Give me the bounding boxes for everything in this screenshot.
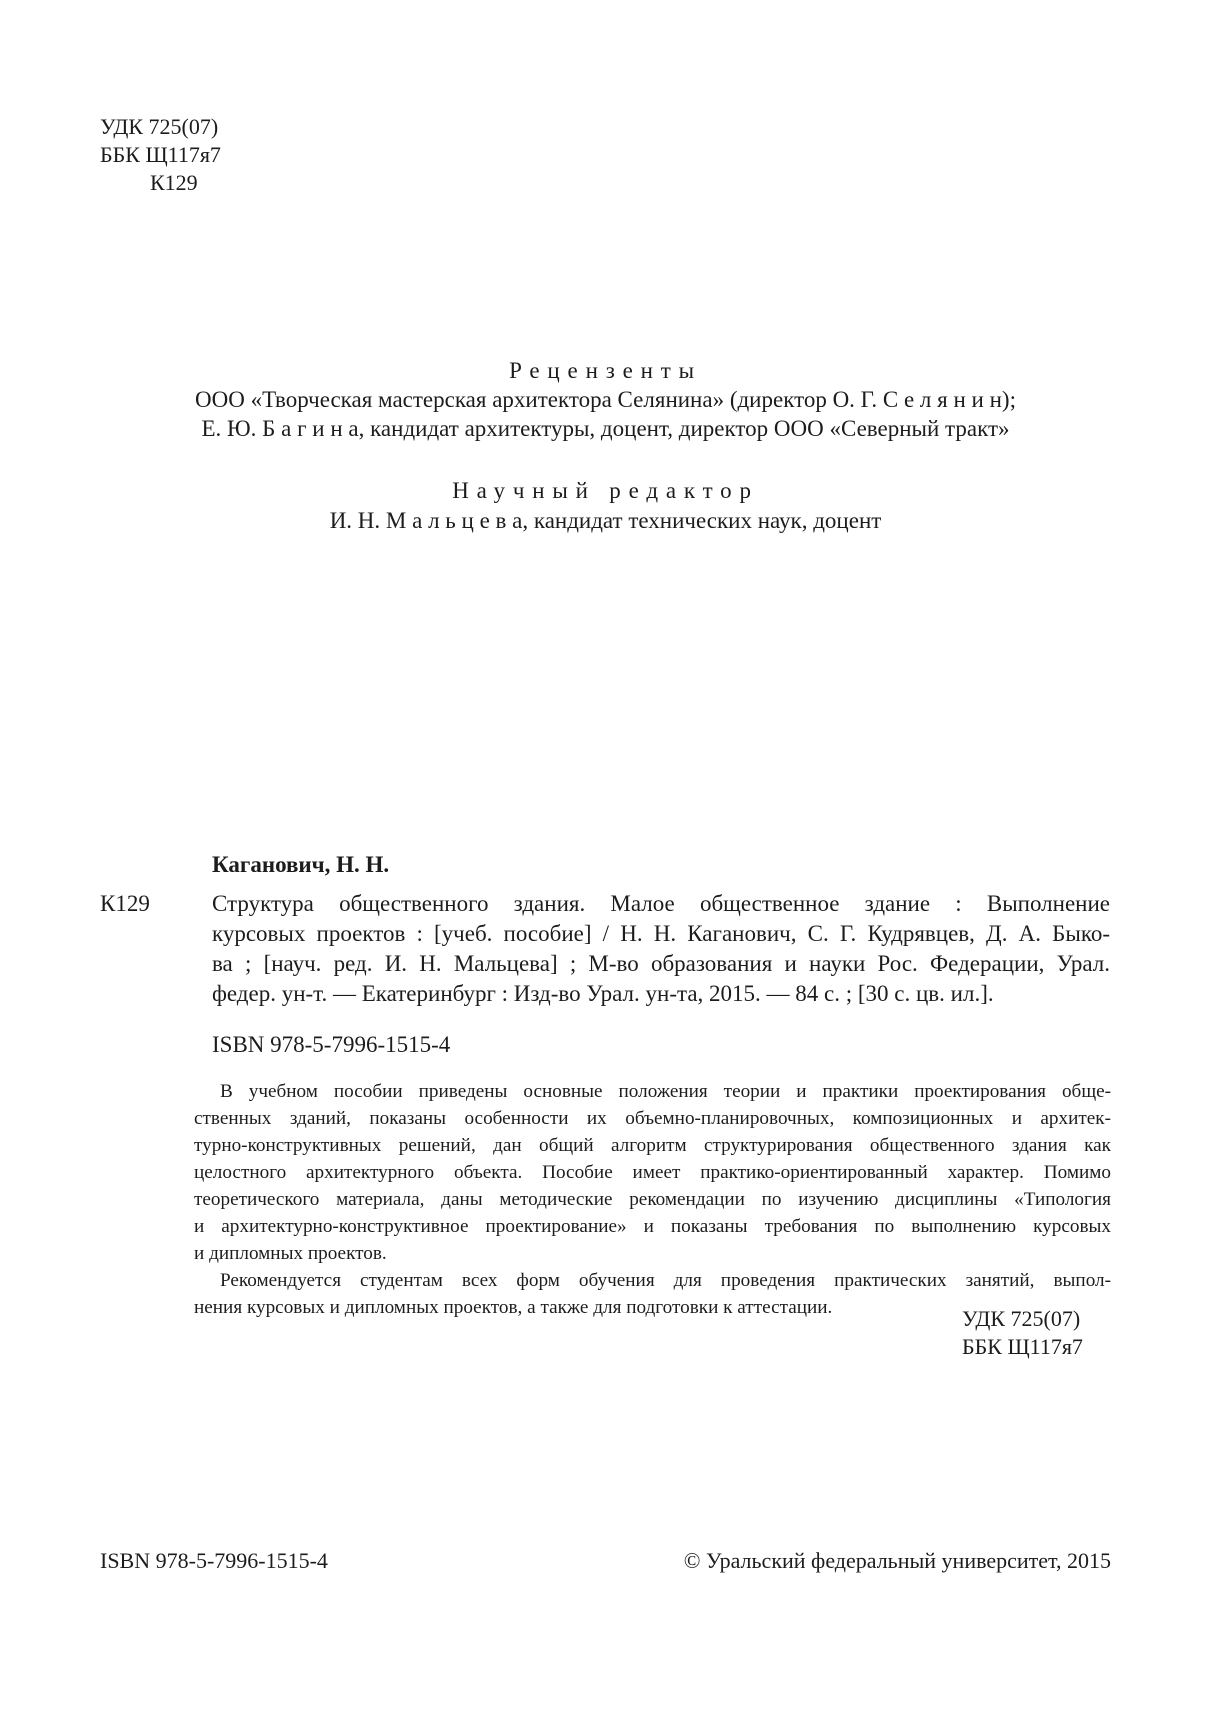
annotation-line: и архитектурно-конструктивное проектирование» и показаны требования по выполнению курсовых bbox=[194, 1216, 1111, 1237]
editor-line bbox=[0, 506, 1211, 536]
catalog-line: курсовых проектов : [учеб. пособие] / Н. Н. Каганович, С. Г. Кудрявцев, Д. А. Быко- bbox=[212, 921, 1110, 946]
catalog-line: федер. ун-т. — Екатеринбург : Изд-во Урал. ун-та, 2015. — 84 с. ; [30 с. цв. ил.]. bbox=[212, 981, 994, 1006]
annotation-line: теоретического материала, даны методические рекомендации по изучению дисциплины «Типология bbox=[194, 1189, 1111, 1210]
annotation-udk: УДК 725(07) bbox=[962, 1306, 1081, 1331]
annotation-line: нения курсовых и дипломных проектов, а также для подготовки к аттестации. bbox=[194, 1297, 833, 1318]
editor-heading: Научный редактор bbox=[452, 478, 759, 503]
catalog-sign: К129 bbox=[100, 891, 150, 916]
catalog-description bbox=[212, 889, 1110, 1009]
udk-code: УДК 725(07) bbox=[100, 114, 219, 139]
top-classification-codes bbox=[100, 113, 221, 197]
reviewers-line-2 bbox=[0, 414, 1211, 444]
footer-isbn: ISBN 978-5-7996-1515-4 bbox=[100, 1548, 328, 1573]
reviewer-details: , кандидат архитектуры, доцент, директор ООО «Северный тракт» bbox=[358, 416, 1010, 441]
reviewer-name: Е. Ю. Б а г и н а bbox=[201, 416, 359, 441]
annotation-line: В учебном пособии приведены основные положения теории и практики проектирования обще- bbox=[220, 1081, 1111, 1102]
catalog-line: ва ; [науч. ред. И. Н. Мальцева] ; М-во образования и науки Рос. Федерации, Урал. bbox=[212, 951, 1110, 976]
editor-name: И. Н. М а л ь ц е в а bbox=[329, 508, 523, 533]
reviewers-line-1: ООО «Творческая мастерская архитектора Селянина» (директор О. Г. С е л я н и н); bbox=[195, 387, 1016, 412]
bbk-code: ББК Щ117я7 bbox=[100, 142, 221, 167]
annotation-line: и дипломных проектов. bbox=[194, 1243, 387, 1264]
annotation-line: ственных зданий, показаны особенности их объемно-планировочных, композиционных и архитек- bbox=[194, 1108, 1111, 1129]
editor-details: , кандидат технических наук, доцент bbox=[522, 508, 882, 533]
author-sign-code: К129 bbox=[150, 170, 198, 195]
annotation-line: Рекомендуется студентам всех форм обучения для проведения практических занятий, выпол- bbox=[220, 1270, 1111, 1291]
annotation bbox=[194, 1078, 1111, 1321]
catalog-line: Структура общественного здания. Малое общественное здание : Выполнение bbox=[212, 891, 1110, 916]
reviewers-heading: Рецензенты bbox=[509, 358, 702, 383]
annotation-line: турно-конструктивных решений, дан общий алгоритм структурирования общественного здания как bbox=[194, 1135, 1111, 1156]
catalog-isbn: ISBN 978-5-7996-1515-4 bbox=[212, 1032, 451, 1057]
footer-copyright: © Уральский федеральный университет, 2015 bbox=[683, 1548, 1111, 1573]
catalog-author: Каганович, Н. Н. bbox=[212, 852, 390, 877]
annotation-bbk: ББК Щ117я7 bbox=[962, 1334, 1083, 1359]
annotation-line: целостного архитектурного объекта. Пособие имеет практико-ориентированный характер. Помимо bbox=[194, 1162, 1111, 1183]
